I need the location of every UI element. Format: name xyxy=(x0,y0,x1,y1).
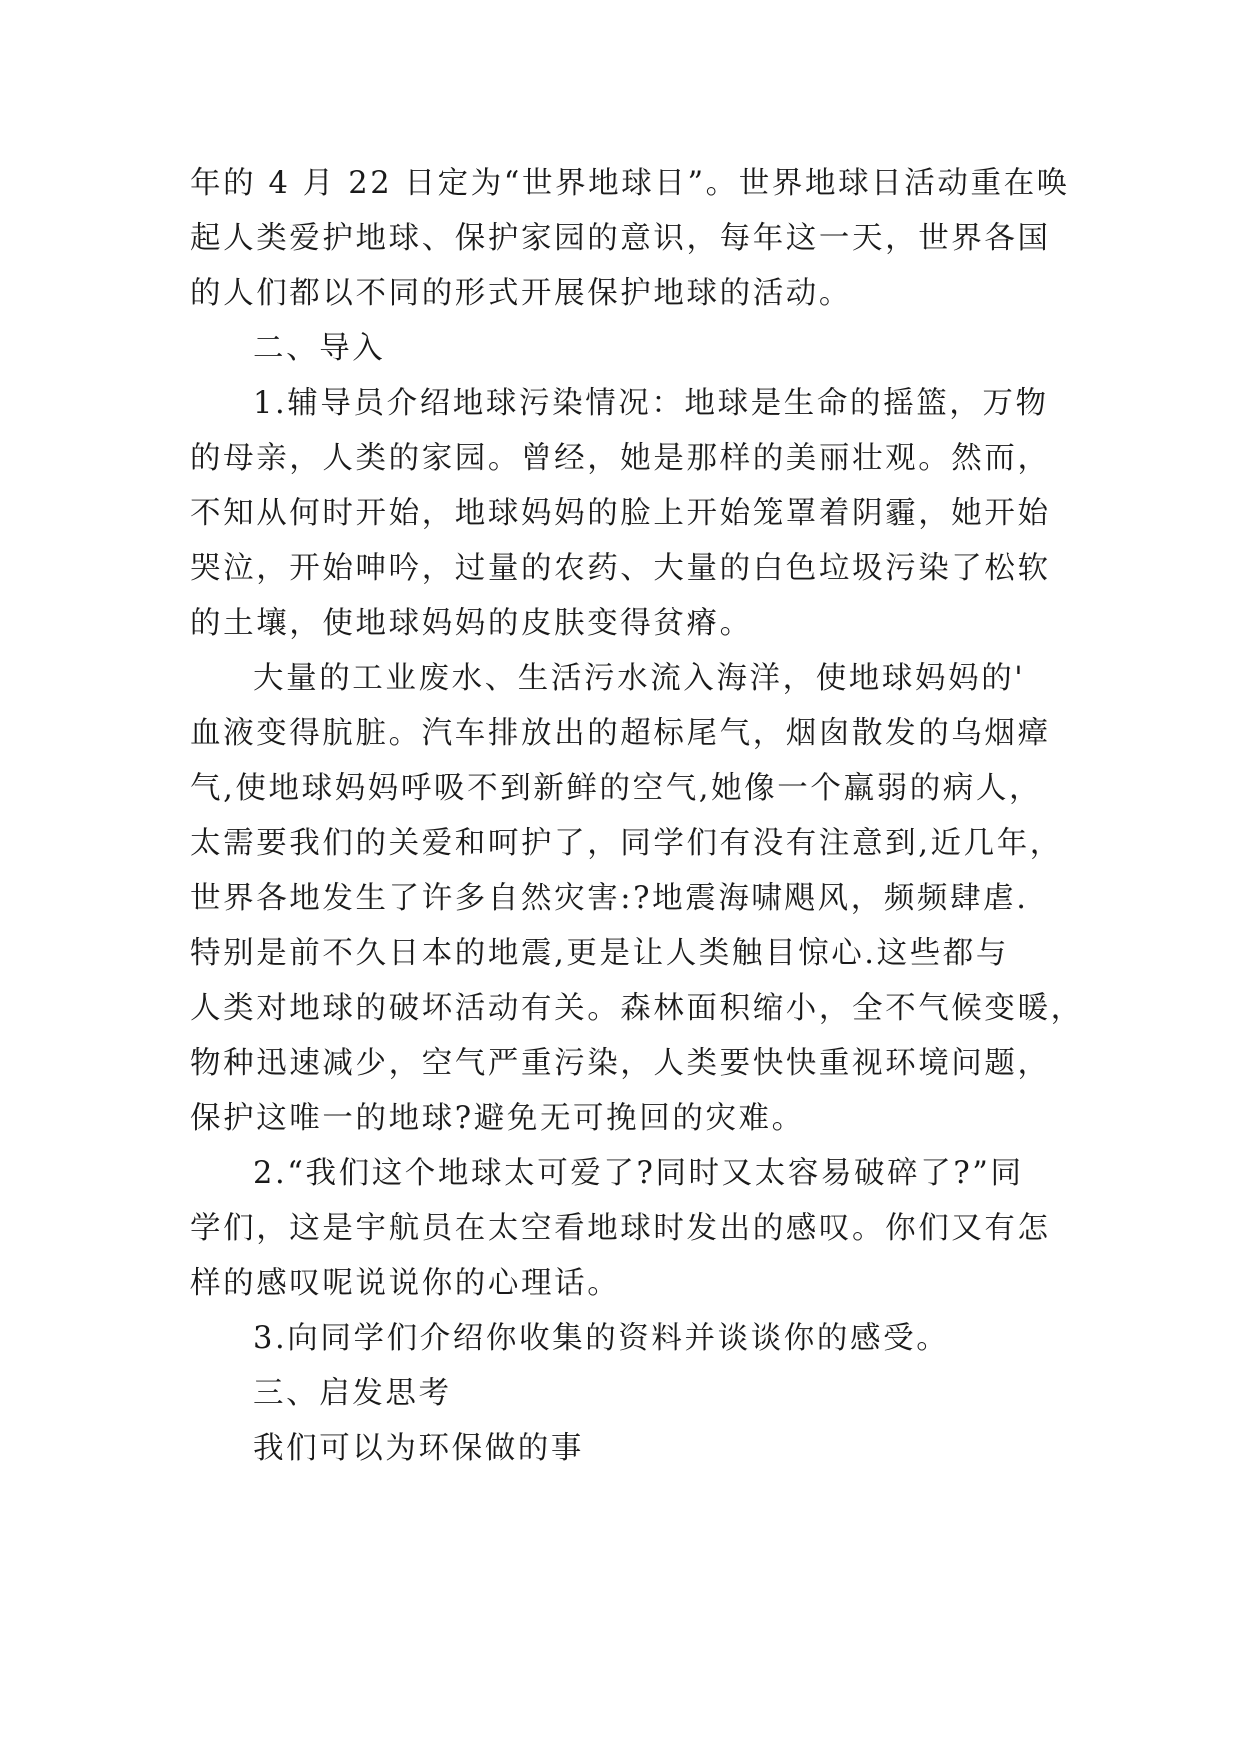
text-line: 的土壤，使地球妈妈的皮肤变得贫瘠。 xyxy=(190,606,753,641)
text-line: 保护这唯一的地球?避免无可挽回的灾难。 xyxy=(190,1101,805,1136)
text-line: 学们，这是宇航员在太空看地球时发出的感叹。你们又有怎 xyxy=(190,1211,1051,1246)
text-line: 我们可以为环保做的事 xyxy=(253,1431,584,1466)
text-line: 大量的工业废水、生活污水流入海洋，使地球妈妈的' xyxy=(253,661,1026,696)
text-line: 太需要我们的关爱和呵护了，同学们有没有注意到,近几年， xyxy=(190,826,1063,861)
text-line: 的人们都以不同的形式开展保护地球的活动。 xyxy=(190,276,852,311)
section-heading: 三、启发思考 xyxy=(253,1376,452,1411)
document-body xyxy=(190,156,1084,1476)
text-line: 3.向同学们介绍你收集的资料并谈谈你的感受。 xyxy=(253,1321,950,1356)
section-heading: 二、导入 xyxy=(253,331,386,366)
text-line: 1.辅导员介绍地球污染情况：地球是生命的摇篮，万物 xyxy=(253,386,1049,421)
text-line: 年的 4 月 22 日定为“世界地球日”。世界地球日活动重在唤 xyxy=(190,166,1070,201)
text-line: 样的感叹呢说说你的心理话。 xyxy=(190,1266,621,1301)
text-line: 世界各地发生了许多自然灾害:?地震海啸飓风，频频肆虐. xyxy=(190,881,1029,916)
text-line: 的母亲，人类的家园。曾经，她是那样的美丽壮观。然而， xyxy=(190,441,1051,476)
text-line: 血液变得肮脏。汽车排放出的超标尾气，烟囱散发的乌烟瘴 xyxy=(190,716,1051,751)
text-line: 不知从何时开始，地球妈妈的脸上开始笼罩着阴霾，她开始 xyxy=(190,496,1051,531)
text-line: 特别是前不久日本的地震,更是让人类触目惊心.这些都与 xyxy=(190,936,1009,971)
text-line: 物种迅速减少，空气严重污染，人类要快快重视环境问题， xyxy=(190,1046,1051,1081)
text-line: 起人类爱护地球、保护家园的意识，每年这一天，世界各国 xyxy=(190,221,1051,256)
text-line: 人类对地球的破坏活动有关。森林面积缩小，全不气候变暖， xyxy=(190,991,1084,1026)
text-line: 气,使地球妈妈呼吸不到新鲜的空气,她像一个羸弱的病人， xyxy=(190,771,1043,806)
text-line: 哭泣，开始呻吟，过量的农药、大量的白色垃圾污染了松软 xyxy=(190,551,1051,586)
text-line: 2.“我们这个地球太可爱了?同时又太容易破碎了?”同 xyxy=(253,1156,1024,1191)
